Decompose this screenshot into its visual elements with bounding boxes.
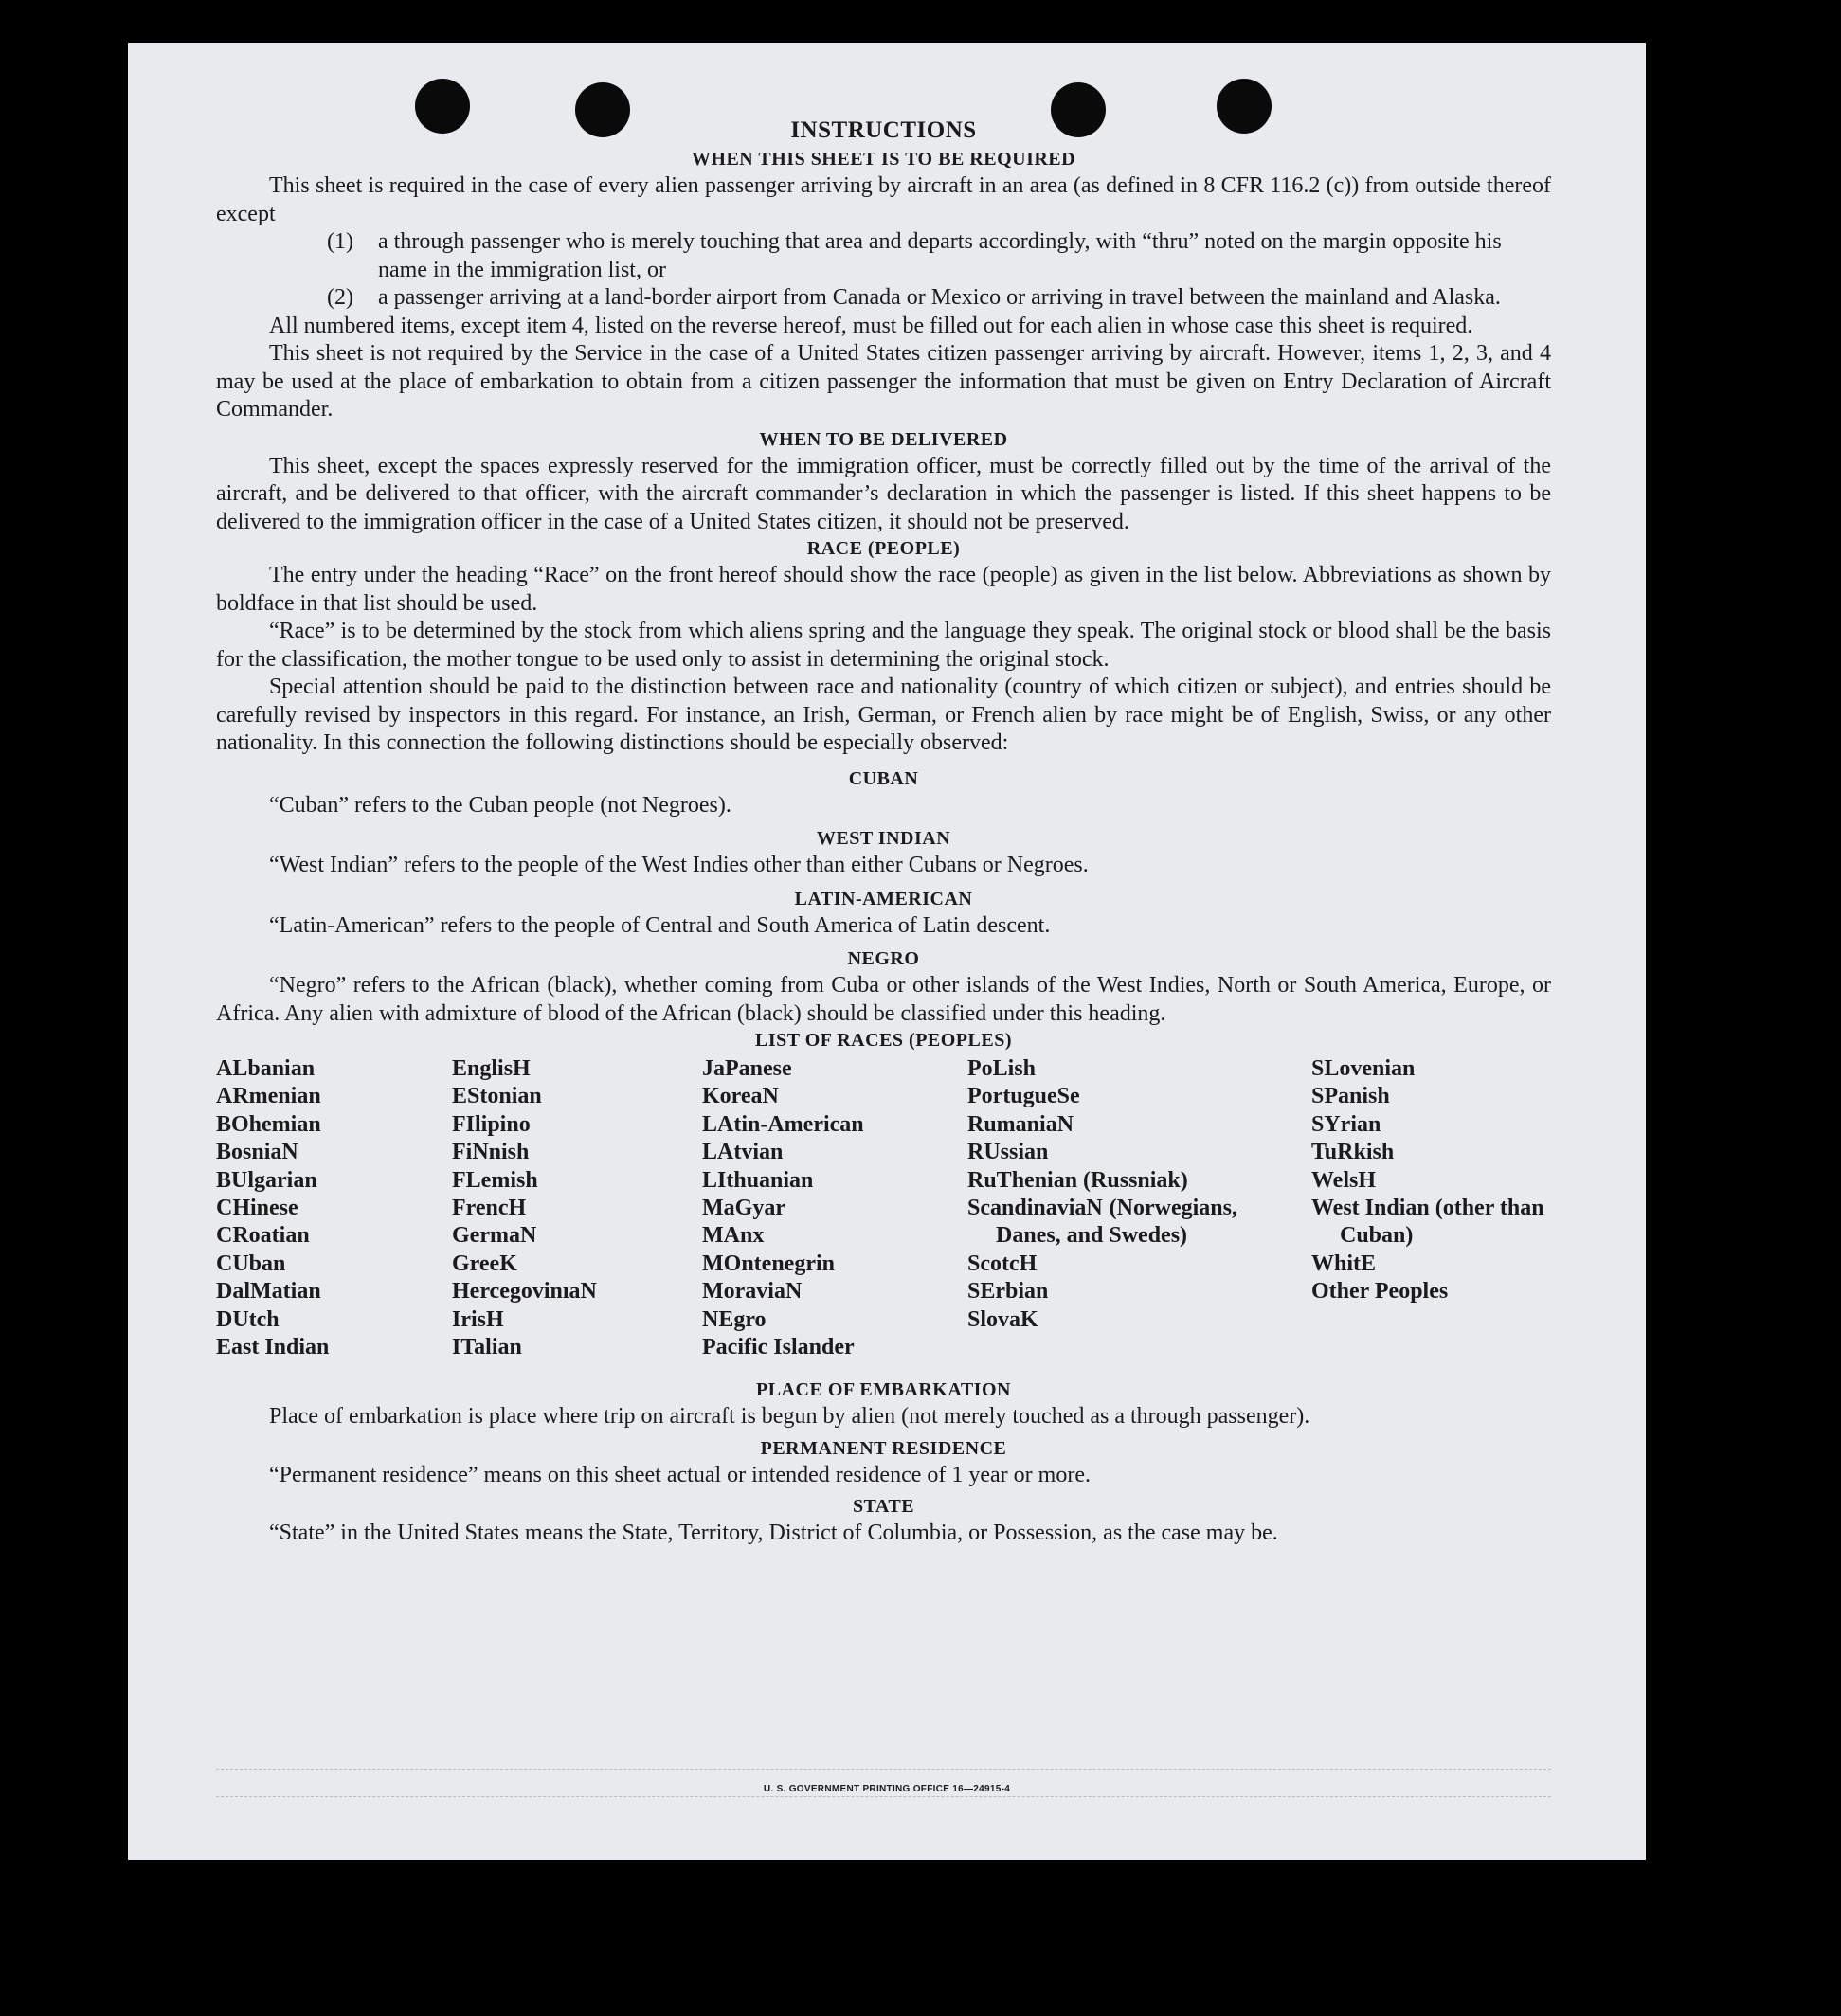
race-entry: EnglisH [452,1056,531,1081]
race-entry: IrisH [452,1306,504,1332]
page-title: INSTRUCTIONS [790,117,977,143]
delivered-text: This sheet, except the spaces expressly reserved for the immigration officer, must be correctly filled out by the time of the arrival of the aircraft, and be delivered to that officer, with the aircraft commander’s declaration in which the passenger is listed. If this sheet happens to be delivered to the immigration officer in the case of a United States citizen, it should not be preserved. [216,453,1551,534]
heading-permanent-residence: PERMANENT RESIDENCE [760,1437,1007,1459]
race-entry: ScotcH [967,1251,1038,1276]
cuban-text: “Cuban” refers to the Cuban people (not Negroes). [269,792,731,818]
exception-item [216,284,1551,313]
race-entry: CRoatian [216,1223,310,1249]
race-entry: GreeK [452,1251,517,1276]
race-para-1: The entry under the heading “Race” on the front hereof should show the race (people) as given in the list below. Abbreviations as shown by boldface in that list should be used. [216,563,1551,616]
race-entry: East Indian [216,1335,330,1360]
race-entry: FIlipino [452,1111,531,1137]
race-entry: CUban [216,1251,286,1276]
printing-office-imprint: U. S. GOVERNMENT PRINTING OFFICE 16—24915-4 [763,1784,1011,1794]
race-entry: PoLish [967,1056,1037,1081]
race-entry: FiNnish [452,1140,530,1165]
residence-text: “Permanent residence” means on this sheet actual or intended residence of 1 year or more. [269,1462,1091,1487]
race-entry: SPanish [1311,1084,1390,1109]
race-entry: ALbanian [216,1056,316,1081]
race-entry: LAtin-American [702,1111,864,1137]
race-column-1 [216,1055,329,1361]
race-entry: MOntenegrin [702,1251,835,1276]
race-entry: FLemish [452,1167,538,1193]
race-entry: RumaniaN [967,1111,1074,1137]
race-entry: PortugueSe [967,1084,1080,1109]
exception-text: a through passenger who is merely touching that area and departs accordingly, with “thru” noted on the margin opposite his name in the immigration list, or [378,229,1502,282]
required-para-items: All numbered items, except item 4, listed on the reverse hereof, must be filled out for each alien in whose case this sheet is required. [269,313,1473,338]
required-intro: This sheet is required in the case of every alien passenger arriving by aircraft in an area (as defined in 8 CFR 116.2 (c)) from outside thereof except [216,173,1551,226]
heading-race: RACE (PEOPLE) [806,538,961,559]
race-entry: DalMatian [216,1279,321,1305]
embarkation-text: Place of embarkation is place where trip on aircraft is begun by alien (not merely touched as a through passenger). [269,1404,1310,1429]
race-entry: MoraviaN [702,1279,803,1305]
race-entry: LIthuanian [702,1167,814,1193]
race-entry: SLovenian [1311,1056,1416,1081]
race-column-2 [452,1055,597,1361]
race-entry: RuThenian (Russniak) [967,1167,1188,1193]
race-entry: TuRkish [1311,1140,1395,1165]
heading-latin-american: LATIN-AMERICAN [794,888,973,909]
document-sheet [128,43,1646,1860]
heading-place-of-embarkation: PLACE OF EMBARKATION [756,1379,1011,1400]
race-entry: WhitE [1311,1251,1377,1276]
dotted-rule [216,1769,1551,1770]
race-entry: FrencH [452,1196,527,1221]
race-entry: CHinese [216,1196,298,1221]
race-entry: ITalian [452,1335,522,1360]
race-column-3 [702,1055,864,1361]
race-entry: JaPanese [702,1056,792,1081]
exception-number: (1) [327,229,353,254]
race-entry: HercegovinıaN [452,1279,597,1305]
race-entry: BOhemian [216,1111,321,1137]
state-text: “State” in the United States means the State, Territory, District of Columbia, or Possession, as the case may be. [269,1521,1278,1545]
race-entry: SYrian [1311,1111,1381,1137]
race-entry: MaGyar [702,1196,785,1221]
race-list [216,1055,1551,1377]
race-entry: NEgro [702,1306,767,1332]
race-entry: RUssian [967,1140,1049,1165]
heading-when-required: WHEN THIS SHEET IS TO BE REQUIRED [691,149,1076,170]
exception-number: (2) [327,285,353,310]
race-para-3: Special attention should be paid to the distinction between race and nationality (country of which citizen or subject), and entries should be carefully revised by inspectors in this regard. For instance, an Irish, German, or French alien by race might be of English, Swiss, or any other nationality. In this connection the following distinctions should be especially observed: [216,675,1551,755]
race-entry: SErbian [967,1279,1049,1305]
heading-state: STATE [852,1496,915,1517]
race-entry: WelsH [1311,1167,1377,1193]
exception-item [216,228,1551,284]
heading-negro: NEGRO [847,948,920,969]
race-entry: KoreaN [702,1084,779,1109]
race-entry: ARmenian [216,1084,321,1109]
race-entry: DUtch [216,1306,280,1332]
race-entry: LAtvian [702,1140,784,1165]
west-indian-text: “West Indian” refers to the people of the West Indies other than either Cubans or Negroes. [269,853,1089,877]
heading-list-of-races: LIST OF RACES (PEOPLES) [754,1030,1012,1051]
race-entry: MAnx [702,1223,765,1249]
dotted-rule [216,1796,1551,1797]
heading-west-indian: WEST INDIAN [816,828,951,849]
race-entry: BosniaN [216,1140,298,1165]
race-entry: GermaN [452,1223,537,1249]
race-column-5 [1311,1055,1551,1306]
race-entry: West Indian (other than Cuban) [1311,1196,1544,1249]
race-entry: EStonian [452,1084,542,1109]
race-entry: BUlgarian [216,1167,317,1193]
exception-text: a passenger arriving at a land-border airport from Canada or Mexico or arriving in travel between the mainland and Alaska. [378,285,1501,310]
race-entry: ScandinaviaN (Norwegians, Danes, and Swedes) [967,1196,1237,1249]
heading-when-delivered: WHEN TO BE DELIVERED [759,428,1008,450]
latin-american-text: “Latin-American” refers to the people of Central and South America of Latin descent. [269,912,1051,938]
required-para-citizen: This sheet is not required by the Service in the case of a United States citizen passenger arriving by aircraft. However, items 1, 2, 3, and 4 may be used at the place of embarkation to obtain from a citizen passenger the information that must be given on Entry Declaration of Aircraft Commander. [216,341,1551,422]
heading-cuban: CUBAN [848,767,919,789]
race-para-2: “Race” is to be determined by the stock from which aliens spring and the language they speak. The original stock or blood shall be the basis for the classification, the mother tongue to be used only to assist in determining the original stock. [216,619,1551,672]
race-entry: Pacific Islander [702,1335,855,1360]
negro-text: “Negro” refers to the African (black), whether coming from Cuba or other islands of the West Indies, North or South America, Europe, or Africa. Any alien with admixture of blood of the African (black) should be classified under this heading. [216,973,1551,1026]
instructions-content [216,115,1551,1548]
race-entry: Other Peoples [1311,1279,1449,1305]
race-column-4 [967,1055,1237,1334]
race-entry: SlovaK [967,1306,1038,1332]
